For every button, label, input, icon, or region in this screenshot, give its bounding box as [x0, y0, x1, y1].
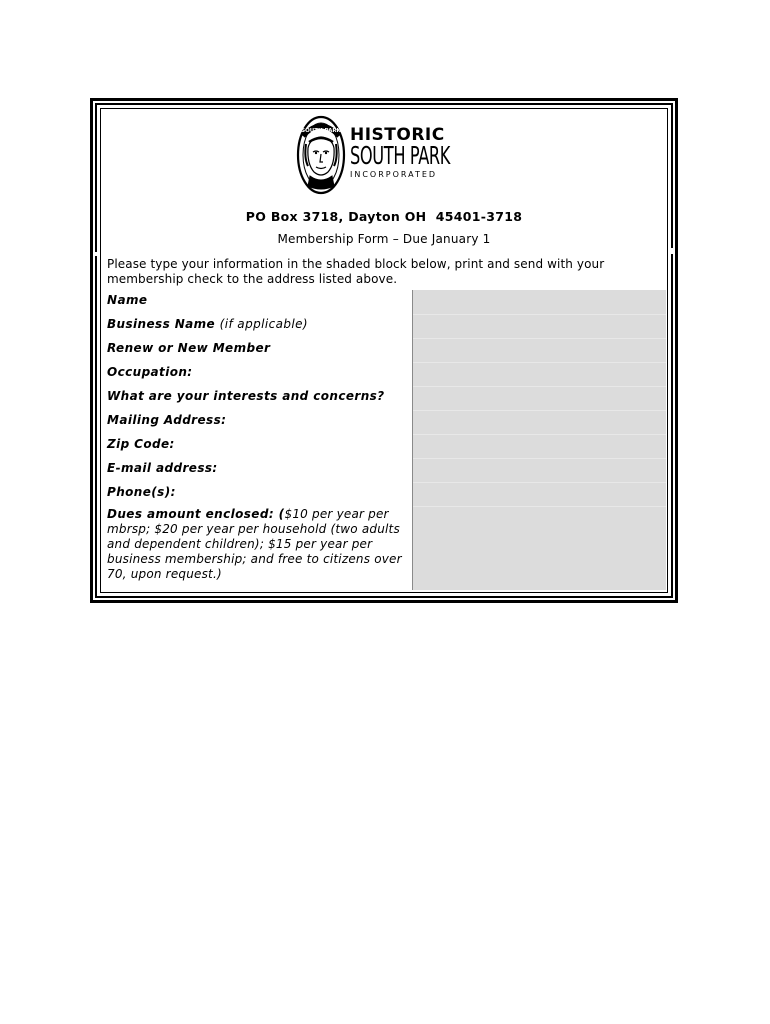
business-name-label-text: Business Name: [107, 317, 216, 331]
dues-note: $10 per year per mbrsp; $20 per year per household (two adults and dependent children); $15 per year per business membership; and free to citizens over 70, upon request.): [107, 507, 402, 581]
mailing-address-label: Mailing Address:: [107, 413, 227, 427]
name-field[interactable]: [413, 290, 666, 314]
renew-or-new-field[interactable]: [413, 338, 666, 362]
business-name-label: [107, 317, 308, 331]
mailing-address-field[interactable]: [413, 410, 666, 434]
interests-label: What are your interests and concerns?: [107, 389, 385, 403]
logo-historic: HISTORIC: [350, 125, 445, 145]
logo-text: [350, 126, 489, 180]
seal-text: SOUTH PARK: [301, 128, 341, 134]
renew-or-new-label: Renew or New Member: [107, 341, 271, 355]
name-label: Name: [107, 293, 148, 307]
occupation-field[interactable]: [413, 362, 666, 386]
mailing-address-header: PO Box 3718, Dayton OH 45401-3718: [245, 209, 523, 224]
occupation-label: Occupation:: [107, 365, 193, 379]
phone-label: Phone(s):: [107, 485, 176, 499]
business-name-note: (if applicable): [219, 317, 308, 331]
email-label: E-mail address:: [107, 461, 218, 475]
dues-label: [107, 507, 407, 582]
zip-code-field[interactable]: [413, 434, 666, 458]
logo-south-park: SOUTH PARK: [350, 141, 451, 170]
phone-field[interactable]: [413, 482, 666, 506]
business-name-field[interactable]: [413, 314, 666, 338]
dues-label-text: Dues amount enclosed: (: [107, 507, 285, 521]
interests-field[interactable]: [413, 386, 666, 410]
logo-incorporated: INCORPORATED: [350, 170, 438, 179]
dues-amount-field[interactable]: [413, 506, 666, 590]
instructions: Please type your information in the shaded block below, print and send with your membership check to the address listed above.: [107, 257, 605, 286]
membership-form: [104, 290, 666, 590]
email-field[interactable]: [413, 458, 666, 482]
zip-code-label: Zip Code:: [107, 437, 175, 451]
form-subtitle: Membership Form – Due January 1: [277, 232, 491, 246]
border-gap: [668, 248, 674, 254]
